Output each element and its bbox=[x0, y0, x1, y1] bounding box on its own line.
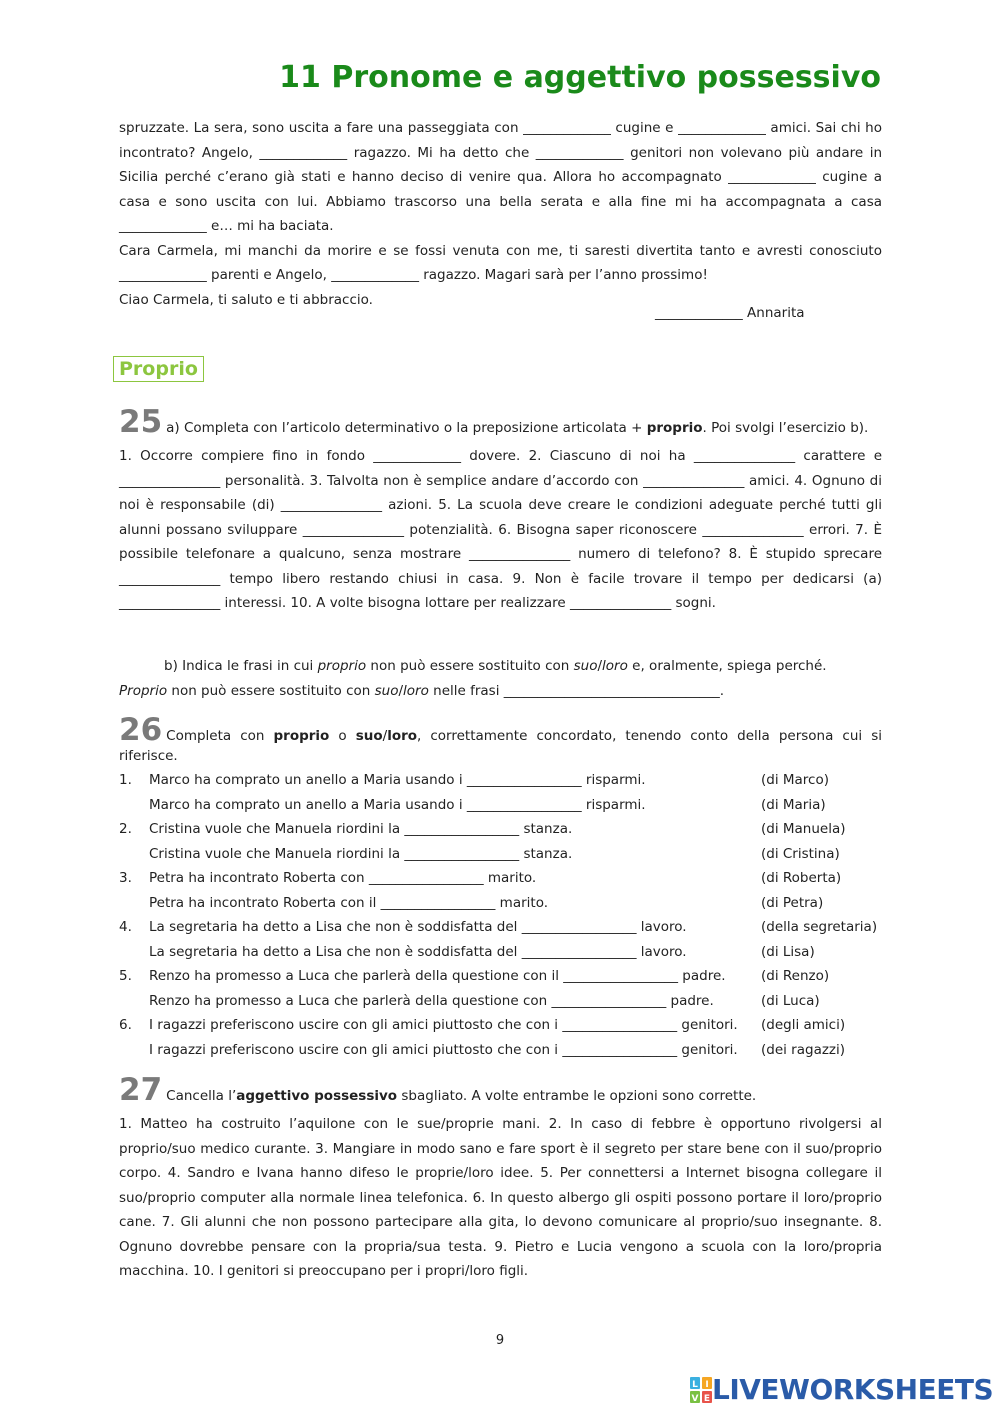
liveworksheets-logo bbox=[690, 1373, 993, 1406]
exercise-row: Marco ha comprato un anello a Maria usando i _________________ risparmi. (di Maria) bbox=[149, 796, 826, 813]
exercise-number: 26 bbox=[119, 712, 163, 748]
letter-signature: _____________ Annarita bbox=[655, 305, 805, 321]
exercise-row: Cristina vuole che Manuela riordini la _________________ stanza. (di Cristina) bbox=[149, 845, 840, 862]
letter-paragraph: Cara Carmela, mi manchi da morire e se fossi venuta con me, ti saresti divertita tanto e avresti conosciuto _____________ parenti e Angelo, _____________ ragazzo. Magari sarà per l’anno prossimo! bbox=[119, 242, 882, 283]
exercise-row: 1. Marco ha comprato un anello a Maria usando i _________________ risparmi. (di Marco) bbox=[119, 772, 830, 788]
exercise-number: 25 bbox=[119, 404, 163, 440]
exercise-25-text: 1. Occorre compiere fino in fondo _____________ dovere. 2. Ciascuno di noi ha _______________ carattere e _______________ personalità. 3. Talvolta non è semplice andare d’accordo con _______________ amici. 4. Ognuno di noi è responsabile (di) _______________ azioni. 5. La scuola deve creare le condizioni adeguate perché tutti gli alunni possano sviluppare _______________ potenzialità. 6. Bisogna saper riconoscere _______________ errori. 7. È possibile telefonare a qualcuno, senza mostrare _______________ numero di telefono? 8. È stupido sprecare _______________ tempo libero restando chiusi in casa. 9. Non è facile trovare il tempo per dedicarsi (a) _______________ interessi. 10. A volte bisogna lottare per realizzare _______________ sogni. bbox=[119, 448, 882, 611]
exercise-row: 4. La segretaria ha detto a Lisa che non è soddisfatta del _________________ lavoro. (della segretaria) bbox=[119, 919, 878, 935]
exercise-27-instruction: 27 Cancella l’aggettivo possessivo sbagliato. A volte entrambe le opzioni sono corrette. bbox=[119, 1072, 757, 1108]
exercise-row: 3. Petra ha incontrato Roberta con _________________ marito. (di Roberta) bbox=[119, 870, 842, 886]
exercise-number: 27 bbox=[119, 1072, 163, 1108]
part-b-answer-line: Proprio non può essere sostituito con suo/loro nelle frasi ________________________________. bbox=[119, 683, 725, 699]
letter-closing: Ciao Carmela, ti saluto e ti abbraccio. bbox=[119, 291, 373, 308]
exercise-row: Renzo ha promesso a Luca che parlerà della questione con _________________ padre. (di Luca) bbox=[149, 992, 820, 1009]
page-number: 9 bbox=[495, 1333, 505, 1348]
exercise-27 bbox=[119, 1072, 882, 1284]
letter-text bbox=[119, 116, 882, 312]
exercise-25-part-b bbox=[119, 654, 882, 704]
exercise-row: 6. I ragazzi preferiscono uscire con gli amici piuttosto che con i _________________ genitori. (degli amici) bbox=[119, 1017, 846, 1033]
exercise-row: Petra ha incontrato Roberta con il _________________ marito. (di Petra) bbox=[149, 894, 824, 911]
brand-name: LIVEWORKSHEETS bbox=[712, 1373, 994, 1406]
svg-text:E: E bbox=[703, 1393, 711, 1403]
svg-text:I: I bbox=[705, 1379, 709, 1390]
letter-paragraph: spruzzate. La sera, sono uscita a fare una passeggiata con _____________ cugine e _____________ amici. Sai chi ho incontrato? Angelo, _____________ ragazzo. Mi ha detto che _____________ genitori non volevano più andare in Sicilia perché c’erano già stati e hanno deciso di venire qua. Allora ho accompagnato _____________ cugine a casa e sono uscita con lui. Abbiamo trascorso una bella serata e alla fine mi ha accompagnata a casa _____________ e… mi ha baciata. bbox=[119, 120, 882, 234]
page-title: 11 Pronome e aggettivo possessivo bbox=[279, 60, 881, 95]
exercise-row: 5. Renzo ha promesso a Luca che parlerà della questione con il _________________ padre. (di Renzo) bbox=[119, 968, 830, 984]
exercise-27-text: 1. Matteo ha costruito l’aquilone con le sue/proprie mani. 2. In caso di febbre è opportuno rivolgersi al proprio/suo medico curante. 3. Mangiare in modo sano e fare sport è il segreto per stare bene con il suo/proprio corpo. 4. Sandro e Ivana hanno difeso le proprie/loro idee. 5. Per connettersi a Internet bisogna collegare il suo/proprio computer alla normale linea telefonica. 6. In questo albergo gli ospiti possono portare il loro/proprio cane. 7. Gli alunni che non possono partecipare alla gita, lo devono comunicare al proprio/suo insegnante. 8. Ognuno dovrebbe pensare con la propria/sua testa. 9. Pietro e Lucia vengono a scuola con la loro/propria macchina. 10. I genitori si preoccupano per i propri/loro figli. bbox=[119, 1116, 882, 1279]
exercise-25 bbox=[119, 404, 882, 616]
exercise-row: I ragazzi preferiscono uscire con gli amici piuttosto che con i _________________ genitori. (dei ragazzi) bbox=[149, 1041, 846, 1058]
exercise-26-instruction: 26 Completa con proprio o suo/loro, correttamente concordato, tenendo conto della persona cui si riferisce. bbox=[119, 712, 882, 764]
exercise-25-instruction: 25 a) Completa con l’articolo determinativo o la preposizione articolata + proprio. Poi svolgi l’esercizio b). bbox=[119, 404, 869, 440]
section-label-proprio: Proprio bbox=[113, 356, 204, 382]
part-b-instruction: b) Indica le frasi in cui proprio non può essere sostituito con suo/loro e, oralmente, spiega perché. bbox=[164, 658, 827, 674]
exercise-row: 2. Cristina vuole che Manuela riordini la _________________ stanza. (di Manuela) bbox=[119, 821, 846, 837]
live-blocks-icon bbox=[690, 1377, 712, 1403]
exercise-26 bbox=[119, 712, 882, 766]
exercise-row: La segretaria ha detto a Lisa che non è soddisfatta del _________________ lavoro. (di Lisa) bbox=[149, 943, 815, 960]
svg-text:V: V bbox=[691, 1393, 699, 1403]
svg-text:L: L bbox=[692, 1379, 698, 1390]
